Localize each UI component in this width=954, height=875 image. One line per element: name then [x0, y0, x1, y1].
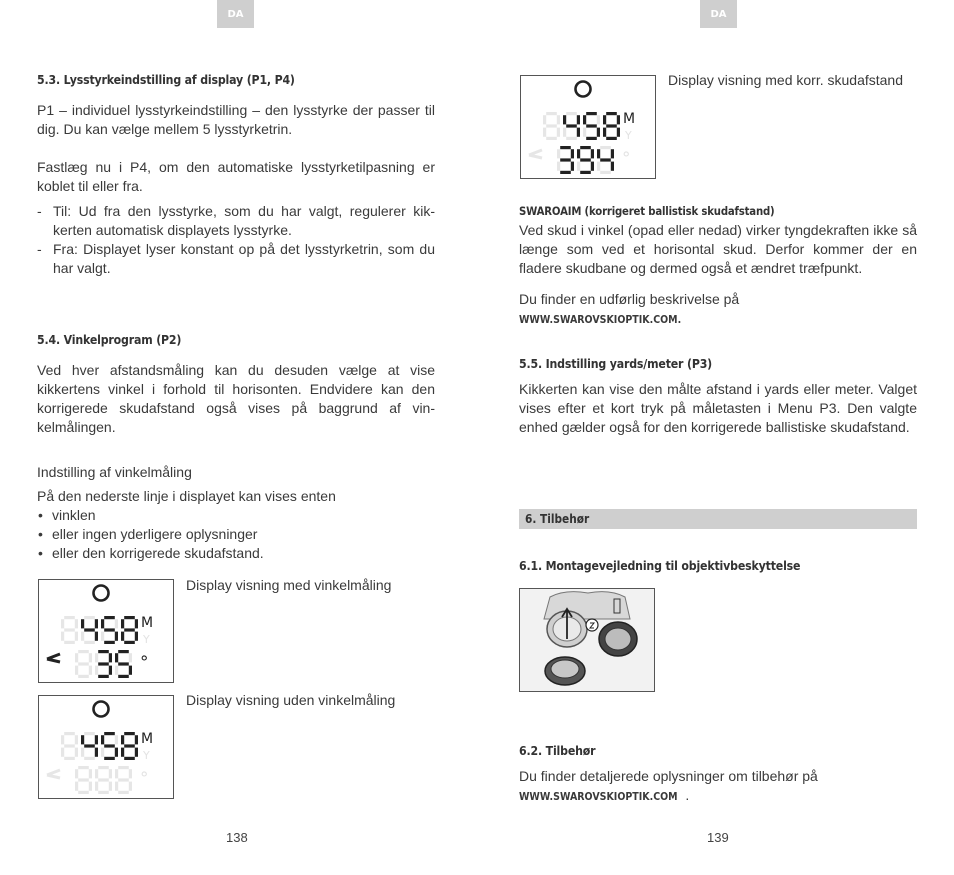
- lcd-segment: [84, 757, 95, 760]
- lcd-segment: [75, 666, 78, 675]
- unit-y: Y: [625, 129, 632, 142]
- lcd-segment: [566, 112, 577, 115]
- lcd-segment: [115, 666, 118, 675]
- binocular-cap-drawing: [520, 589, 654, 691]
- lcd-segment: [124, 744, 135, 747]
- lcd-segment: [560, 146, 571, 149]
- lcd-segment: [603, 115, 606, 124]
- lcd-segment: [583, 128, 586, 137]
- lcd-digit: [597, 146, 614, 174]
- lcd-digit: [81, 616, 98, 644]
- website-link[interactable]: WWW.SWAROVSKIOPTIK.COM: [519, 790, 678, 803]
- display-with-angle: [38, 579, 174, 683]
- lcd-screen: [39, 580, 173, 682]
- objective-cap-illustration: [519, 588, 655, 692]
- lcd-segment: [89, 782, 92, 791]
- lcd-segment: [118, 650, 129, 653]
- lcd-segment: [546, 137, 557, 140]
- lcd-segment: [95, 782, 98, 791]
- lcd-segment: [557, 149, 560, 158]
- lcd-segment: [611, 149, 614, 158]
- lcd-segment: [89, 666, 92, 675]
- lcd-segment: [566, 137, 577, 140]
- lcd-segment: [135, 735, 138, 744]
- lcd-segment: [64, 757, 75, 760]
- lcd-segment: [115, 769, 118, 778]
- heading-5-4: 5.4. Vinkelprogram (P2): [37, 332, 182, 347]
- paragraph-yards-meter: Kikkerten kan vise den målte afstand i yards eller meter. Valget vises efter et kort tryk på måletasten i Menu P3. Den valgte enhed gælder også for den korrigerede ballistiske skudafstand.: [519, 381, 917, 435]
- lcd-segment: [129, 666, 132, 675]
- lcd-digit: [583, 112, 600, 140]
- target-circle-icon: [576, 82, 591, 97]
- lcd-segment: [617, 115, 620, 124]
- lcd-segment: [78, 662, 89, 665]
- paragraph-accessories: Du finder detaljerede oplysninger om tilbehør på: [519, 768, 818, 784]
- lcd-segment: [121, 632, 124, 641]
- lcd-segment: [121, 748, 124, 757]
- lcd-segment: [115, 735, 118, 744]
- unit-m: M: [141, 731, 154, 747]
- lcd-digit: [95, 766, 112, 794]
- lcd-digit: [121, 616, 138, 644]
- lcd-segment: [98, 791, 109, 794]
- lcd-segment: [101, 735, 104, 744]
- lcd-segment: [118, 791, 129, 794]
- lcd-segment: [600, 171, 611, 174]
- lcd-segment: [135, 748, 138, 757]
- lcd-digit: [101, 732, 118, 760]
- lcd-segment: [135, 619, 138, 628]
- lcd-segment: [600, 146, 611, 149]
- lcd-segment: [124, 732, 135, 735]
- subheading-angle-setting: Indstilling af vinkelmåling: [37, 464, 192, 480]
- lcd-segment: [571, 149, 574, 158]
- lcd-segment: [64, 616, 75, 619]
- paragraph-bottom-line: På den nederste linje i displayet kan vises enten: [37, 488, 336, 504]
- lcd-segment: [557, 162, 560, 171]
- lcd-digit: [557, 146, 574, 174]
- lcd-segment: [580, 158, 591, 161]
- caption-with-angle: Display visning med vinkelmåling: [186, 577, 392, 593]
- lcd-screen: [521, 76, 655, 178]
- lcd-segment: [81, 619, 84, 628]
- lcd-segment: [61, 748, 64, 757]
- list-item: - Til: Ud fra den lysstyrke, som du har valgt, regulerer kik-kerten automatisk displayets lysstyrke.: [37, 202, 435, 240]
- lcd-segment: [81, 735, 84, 744]
- heading-6-2: 6.2. Tilbehør: [519, 743, 596, 758]
- paragraph-angle-program: Ved hver afstandsmåling kan du desuden vælge at vise kikkertens vinkel i forhold til horisonten. Endvidere kan den korrigerede skudafstand også vises på baggrund af vin-kelmålingen.: [37, 362, 435, 435]
- lcd-segment: [104, 757, 115, 760]
- display-without-angle: [38, 695, 174, 799]
- lcd-segment: [84, 641, 95, 644]
- lcd-segment: [118, 662, 129, 665]
- page-number: 138: [226, 830, 248, 845]
- lcd-segment: [75, 735, 78, 744]
- lcd-segment: [611, 162, 614, 171]
- lcd-segment: [109, 666, 112, 675]
- lcd-segment: [543, 128, 546, 137]
- lcd-segment: [115, 632, 118, 641]
- heading-swaroaim: SWAROAIM (korrigeret ballistisk skudafstand): [519, 204, 775, 218]
- lcd-segment: [78, 791, 89, 794]
- lcd-digit: [115, 766, 132, 794]
- link-suffix: .: [685, 787, 690, 803]
- degree-symbol: °: [622, 149, 631, 169]
- lcd-segment: [78, 778, 89, 781]
- lcd-segment: [586, 112, 597, 115]
- lcd-segment: [84, 744, 95, 747]
- lcd-segment: [109, 653, 112, 662]
- lcd-segment: [606, 137, 617, 140]
- lcd-segment: [115, 782, 118, 791]
- angle-icon: [47, 770, 60, 778]
- lcd-segment: [583, 115, 586, 124]
- list-item: • eller den korrigerede skudafstand.: [37, 544, 435, 563]
- lcd-digit: [563, 112, 580, 140]
- lcd-segment: [75, 653, 78, 662]
- lcd-segment: [98, 662, 109, 665]
- section-bar-6: [519, 509, 917, 529]
- lcd-segment: [84, 628, 95, 631]
- lcd-segment: [546, 112, 557, 115]
- lcd-segment: [543, 115, 546, 124]
- lcd-segment: [64, 744, 75, 747]
- lcd-segment: [78, 766, 89, 769]
- lcd-segment: [591, 162, 594, 171]
- paragraph-description-link: [519, 290, 917, 329]
- lcd-segment: [118, 766, 129, 769]
- website-link[interactable]: WWW.SWAROVSKIOPTIK.COM.: [519, 313, 682, 326]
- lcd-segment: [129, 653, 132, 662]
- lcd-segment: [98, 650, 109, 653]
- angle-icon: [47, 654, 60, 662]
- lcd-segment: [64, 641, 75, 644]
- lcd-segment: [577, 162, 580, 171]
- section-bar-label: 6. Tilbehør: [525, 512, 590, 526]
- lcd-segment: [580, 171, 591, 174]
- lcd-segment: [557, 128, 560, 137]
- degree-symbol: °: [140, 653, 149, 673]
- list-item: • eller ingen yderligere oplysninger: [37, 525, 435, 544]
- target-circle-icon: [94, 702, 109, 717]
- lcd-segment: [129, 782, 132, 791]
- list-item: - Fra: Displayet lyser konstant op på det lysstyrketrin, som du har valgt.: [37, 240, 435, 278]
- lcd-digit: [75, 650, 92, 678]
- lcd-segment: [124, 641, 135, 644]
- paragraph-swaroaim: Ved skud i vinkel (opad eller nedad) virker tyngdekraften ikke så længe som ved et horisontal skud. Derfor kommer der en fladere skudbane og dermed også et ændret træfpunkt.: [519, 222, 917, 276]
- lcd-segment: [577, 128, 580, 137]
- lcd-segment: [75, 632, 78, 641]
- lcd-segment: [597, 162, 600, 171]
- unit-y: Y: [143, 749, 150, 762]
- lcd-digit: [81, 732, 98, 760]
- lcd-segment: [104, 616, 115, 619]
- lcd-segment: [109, 782, 112, 791]
- lcd-digit: [577, 146, 594, 174]
- lcd-segment: [571, 162, 574, 171]
- lcd-segment: [75, 782, 78, 791]
- lcd-segment: [75, 769, 78, 778]
- unit-m: M: [141, 615, 154, 631]
- lcd-digit: [101, 616, 118, 644]
- lcd-segment: [98, 778, 109, 781]
- angle-icon: [529, 150, 542, 158]
- lcd-digit: [61, 616, 78, 644]
- paragraph-accessories-link: [519, 786, 917, 806]
- lcd-segment: [61, 632, 64, 641]
- lcd-segment: [104, 744, 115, 747]
- language-tab: DA: [700, 0, 737, 28]
- lcd-segment: [118, 778, 129, 781]
- lcd-segment: [84, 732, 95, 735]
- heading-5-3: 5.3. Lysstyrkeindstilling af display (P1, P4): [37, 72, 295, 87]
- lcd-digit: [543, 112, 560, 140]
- lcd-segment: [124, 757, 135, 760]
- lcd-segment: [597, 115, 600, 124]
- lcd-segment: [109, 769, 112, 778]
- lcd-segment: [129, 769, 132, 778]
- lcd-segment: [81, 632, 84, 641]
- lcd-segment: [104, 641, 115, 644]
- heading-5-5: 5.5. Indstilling yards/meter (P3): [519, 356, 713, 371]
- lcd-segment: [64, 628, 75, 631]
- lcd-segment: [115, 653, 118, 662]
- lcd-segment: [591, 149, 594, 158]
- lcd-segment: [606, 112, 617, 115]
- lcd-digit: [121, 732, 138, 760]
- lcd-segment: [95, 653, 98, 662]
- lcd-digit: [95, 650, 112, 678]
- lcd-segment: [597, 149, 600, 158]
- lcd-segment: [101, 632, 104, 641]
- lcd-segment: [95, 666, 98, 675]
- lcd-digit: [603, 112, 620, 140]
- lcd-segment: [124, 616, 135, 619]
- language-tab: DA: [217, 0, 254, 28]
- paragraph-p4: Fastlæg nu i P4, om den automatiske lysstyrketilpasning er koblet til eller fra.: [37, 159, 435, 194]
- brightness-options-list: [37, 202, 435, 278]
- lcd-segment: [104, 732, 115, 735]
- paragraph-p1: P1 – individuel lysstyrkeindstilling – den lysstyrke der passer til dig. Du kan vælge mellem 5 lysstyrketrin.: [37, 102, 435, 137]
- lcd-segment: [617, 128, 620, 137]
- lcd-segment: [89, 769, 92, 778]
- lcd-segment: [75, 619, 78, 628]
- lcd-segment: [118, 675, 129, 678]
- display-options-list: [37, 506, 435, 563]
- lcd-segment: [563, 128, 566, 137]
- lcd-segment: [101, 619, 104, 628]
- lcd-segment: [81, 748, 84, 757]
- lcd-segment: [89, 653, 92, 662]
- lcd-segment: [61, 619, 64, 628]
- lcd-segment: [586, 124, 597, 127]
- lcd-segment: [115, 748, 118, 757]
- heading-6-1: 6.1. Montagevejledning til objektivbeskyttelse: [519, 558, 801, 573]
- list-item: • vinklen: [37, 506, 435, 525]
- page-number: 139: [707, 830, 729, 845]
- lcd-segment: [78, 675, 89, 678]
- lcd-segment: [580, 146, 591, 149]
- lcd-segment: [98, 766, 109, 769]
- lcd-segment: [95, 769, 98, 778]
- display-corrected-distance: [520, 75, 656, 179]
- lcd-digit: [115, 650, 132, 678]
- lcd-segment: [115, 619, 118, 628]
- unit-m: M: [623, 111, 636, 127]
- lcd-segment: [546, 124, 557, 127]
- lcd-digit: [75, 766, 92, 794]
- lcd-segment: [560, 171, 571, 174]
- lcd-segment: [586, 137, 597, 140]
- lcd-segment: [600, 158, 611, 161]
- lcd-segment: [95, 619, 98, 628]
- lcd-segment: [121, 619, 124, 628]
- lcd-segment: [101, 748, 104, 757]
- lcd-segment: [121, 735, 124, 744]
- lcd-segment: [563, 115, 566, 124]
- lcd-segment: [566, 124, 577, 127]
- lcd-segment: [606, 124, 617, 127]
- lcd-segment: [64, 732, 75, 735]
- lcd-segment: [104, 628, 115, 631]
- lcd-segment: [95, 632, 98, 641]
- lcd-segment: [78, 650, 89, 653]
- lcd-segment: [61, 735, 64, 744]
- lcd-segment: [124, 628, 135, 631]
- lcd-segment: [75, 748, 78, 757]
- degree-symbol: °: [140, 769, 149, 789]
- lcd-segment: [98, 675, 109, 678]
- lcd-segment: [95, 748, 98, 757]
- lcd-segment: [577, 115, 580, 124]
- lcd-segment: [557, 115, 560, 124]
- target-circle-icon: [94, 586, 109, 601]
- lcd-screen: [39, 696, 173, 798]
- lcd-segment: [560, 158, 571, 161]
- caption-without-angle: Display visning uden vinkelmåling: [186, 692, 396, 708]
- description-text: Du finder en udførlig beskrivelse på: [519, 291, 740, 307]
- lcd-segment: [603, 128, 606, 137]
- lcd-digit: [61, 732, 78, 760]
- unit-y: Y: [143, 633, 150, 646]
- lcd-segment: [577, 149, 580, 158]
- lcd-segment: [135, 632, 138, 641]
- lcd-segment: [597, 128, 600, 137]
- lcd-segment: [95, 735, 98, 744]
- lcd-segment: [84, 616, 95, 619]
- caption-corrected-distance: Display visning med korr. skudafstand: [668, 72, 903, 88]
